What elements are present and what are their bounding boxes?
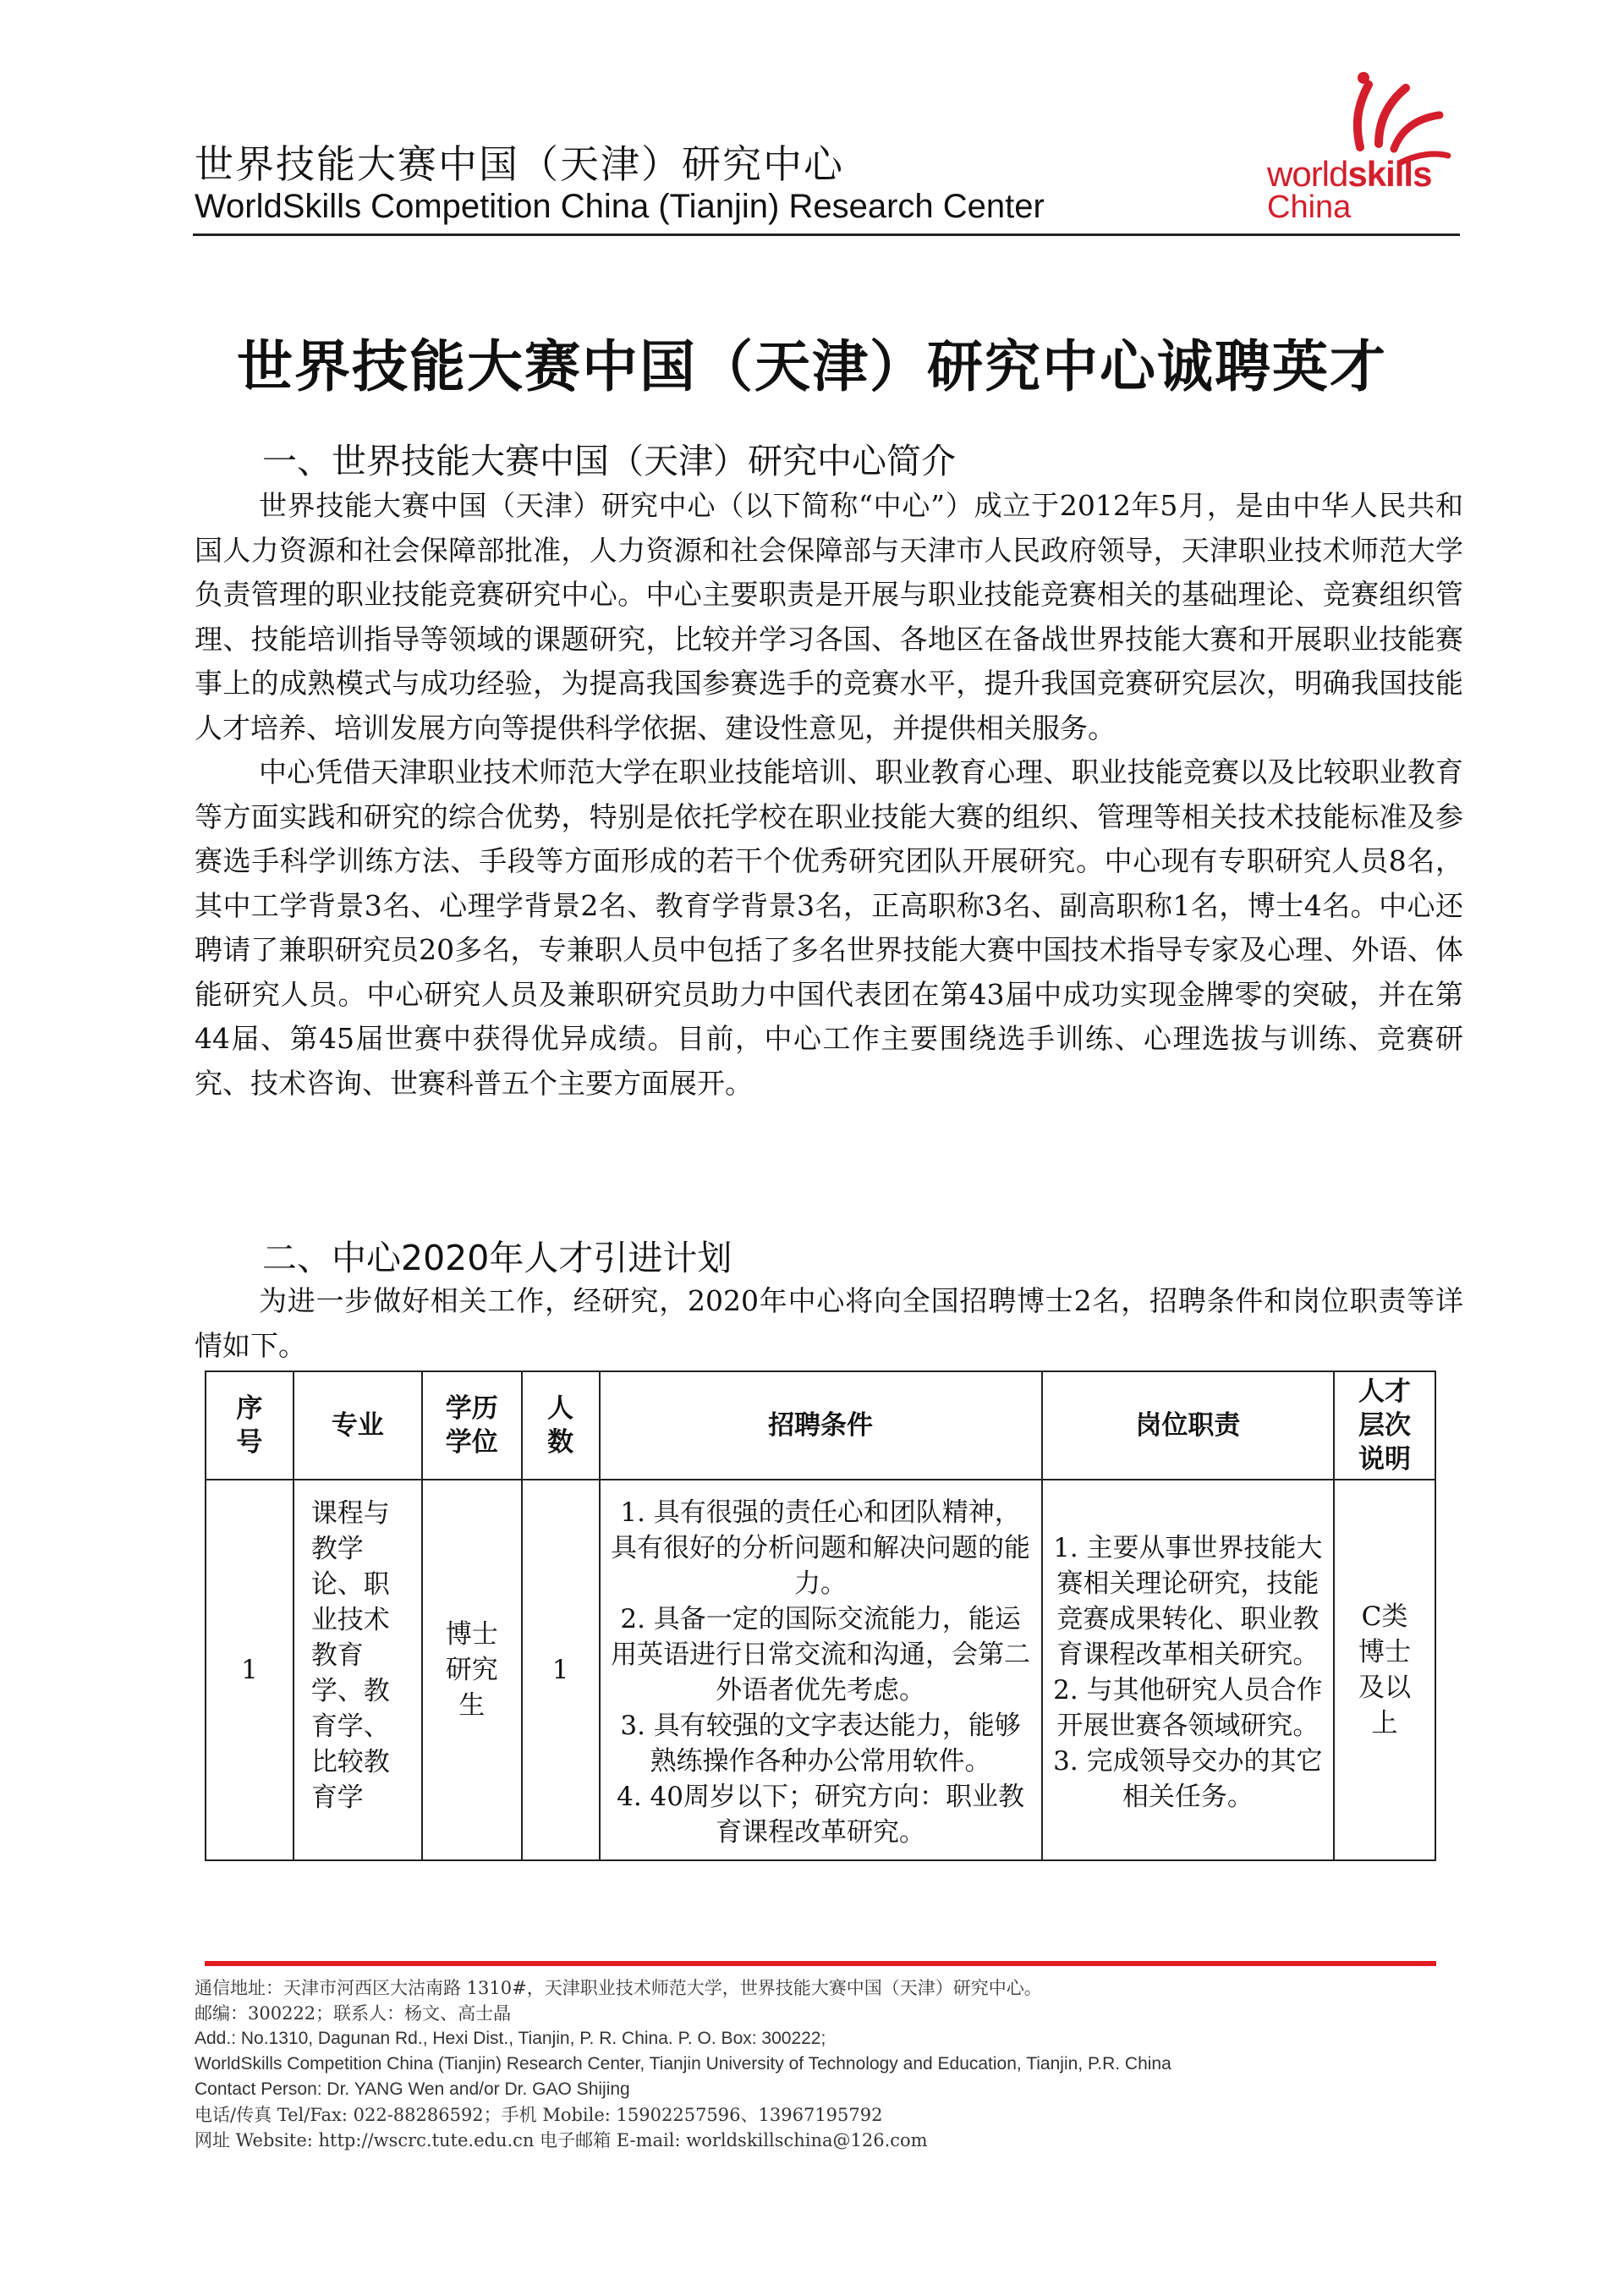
logo-wordmark-country: China — [1267, 190, 1352, 225]
duty-item: 3. 完成领导交办的其它相关任务。 — [1053, 1746, 1323, 1812]
table-row — [206, 1480, 1435, 1860]
logo-wordmark: worldskills — [1267, 154, 1432, 194]
cell-major: 课程与教学论、职业技术教育学、教育学、比较教育学 — [294, 1480, 422, 1860]
section1-heading: 一、世界技能大赛中国（天津）研究中心简介 — [262, 441, 956, 481]
footer-contact-person: Contact Person: Dr. YANG Wen and/or Dr. GAO Shijing — [195, 2079, 630, 2099]
col-header-no: 序号 — [206, 1371, 294, 1480]
footer-divider — [205, 1961, 1436, 1966]
document-title: 世界技能大赛中国（天津）研究中心诚聘英才 — [237, 333, 1387, 399]
header-org-en: WorldSkills Competition China (Tianjin) Research Center — [195, 188, 1045, 225]
recruitment-table — [205, 1370, 1436, 1861]
section2-intro-text: 为进一步做好相关工作，经研究，2020年中心将向全国招聘博士2名，招聘条件和岗位职责等详情如下。 — [195, 1284, 1463, 1362]
header-org-cn: 世界技能大赛中国（天津）研究中心 — [195, 141, 844, 187]
col-header-duties: 岗位职责 — [1042, 1371, 1334, 1480]
footer-contact — [195, 1975, 1463, 2153]
section2-intro — [195, 1279, 1463, 1368]
cell-no: 1 — [206, 1480, 294, 1860]
footer-org-en: WorldSkills Competition China (Tianjin) Research Center, Tianjin University of Technology and Education, Tianjin, P.R. China — [195, 2054, 1171, 2074]
requirement-item: 2. 具备一定的国际交流能力，能运用英语进行日常交流和沟通，会第二外语者优先考虑。 — [611, 1604, 1031, 1706]
col-header-level: 人才层次说明 — [1334, 1371, 1435, 1480]
cell-duties — [1042, 1480, 1334, 1860]
footer-phone: 电话/传真 Tel/Fax: 022-88286592；手机 Mobile: 15902257596、13967195792 — [195, 2105, 883, 2125]
col-header-degree: 学历学位 — [422, 1371, 522, 1480]
section1-paragraph: 世界技能大赛中国（天津）研究中心（以下简称“中心”）成立于2012年5月，是由中华人民共和国人力资源和社会保障部批准，人力资源和社会保障部与天津市人民政府领导，天津职业技术师范大学负责管理的职业技能竞赛研究中心。中心主要职责是开展与职业技能竞赛相关的基础理论、竞赛组织管理、技能培训指导等领域的课题研究，比较并学习各国、各地区在备战世界技能大赛和开展职业技能赛事上的成熟模式与成功经验，为提高我国参赛选手的竞赛水平，提升我国竞赛研究层次，明确我国技能人才培养、培训发展方向等提供科学依据、建设性意见，并提供相关服务。 — [195, 489, 1463, 744]
cell-requirements — [600, 1480, 1042, 1860]
footer-postcode-contact: 邮编：300222；联系人：杨文、高士晶 — [195, 2003, 512, 2024]
cell-count: 1 — [522, 1480, 600, 1860]
cell-degree: 博士研究生 — [422, 1480, 522, 1860]
requirement-item: 3. 具有较强的文字表达能力，能够熟练操作各种办公常用软件。 — [620, 1711, 1021, 1777]
header-divider — [193, 233, 1460, 236]
duty-item: 1. 主要从事世界技能大赛相关理论研究，技能竞赛成果转化、职业教育课程改革相关研究。 — [1053, 1533, 1323, 1670]
footer-address-en: Add.: No.1310, Dagunan Rd., Hexi Dist., Tianjin, P. R. China. P. O. Box: 300222; — [195, 2029, 826, 2048]
footer-website-email: 网址 Website: http://wscrc.tute.edu.cn 电子邮箱 E-mail: worldskillschina@126.com — [195, 2130, 928, 2150]
col-header-count: 人数 — [522, 1371, 600, 1480]
duty-item: 2. 与其他研究人员合作开展世赛各领域研究。 — [1053, 1675, 1323, 1741]
requirement-item: 4. 40周岁以下；研究方向：职业教育课程改革研究。 — [617, 1782, 1025, 1848]
section2-heading: 二、中心2020年人才引进计划 — [262, 1238, 732, 1278]
requirement-item: 1. 具有很强的责任心和团队精神，具有很好的分析问题和解决问题的能力。 — [611, 1497, 1031, 1599]
footer-address-cn: 通信地址：天津市河西区大沽南路 1310#，天津职业技术师范大学，世界技能大赛中国（天津）研究中心。 — [195, 1978, 1042, 1998]
section1-body — [195, 484, 1463, 1106]
col-header-requirements: 招聘条件 — [600, 1371, 1042, 1480]
cell-level: C类博士及以上 — [1334, 1480, 1435, 1860]
col-header-major: 专业 — [294, 1371, 422, 1480]
section1-paragraph: 中心凭借天津职业技术师范大学在职业技能培训、职业教育心理、职业技能竞赛以及比较职业教育等方面实践和研究的综合优势，特别是依托学校在职业技能大赛的组织、管理等相关技术技能标准及参赛选手科学训练方法、手段等方面形成的若干个优秀研究团队开展研究。中心现有专职研究人员8名，其中工学背景3名、心理学背景2名、教育学背景3名，正高职称3名、副高职称1名，博士4名。中心还聘请了兼职研究员20多名，专兼职人员中包括了多名世界技能大赛中国技术指导专家及心理、外语、体能研究人员。中心研究人员及兼职研究员助力中国代表团在第43届中成功实现金牌零的突破，并在第44届、第45届世赛中获得优异成绩。目前，中心工作主要围绕选手训练、心理选拔与训练、竞赛研究、技术咨询、世赛科普五个主要方面展开。 — [195, 755, 1463, 1100]
table-header-row — [206, 1371, 1435, 1480]
